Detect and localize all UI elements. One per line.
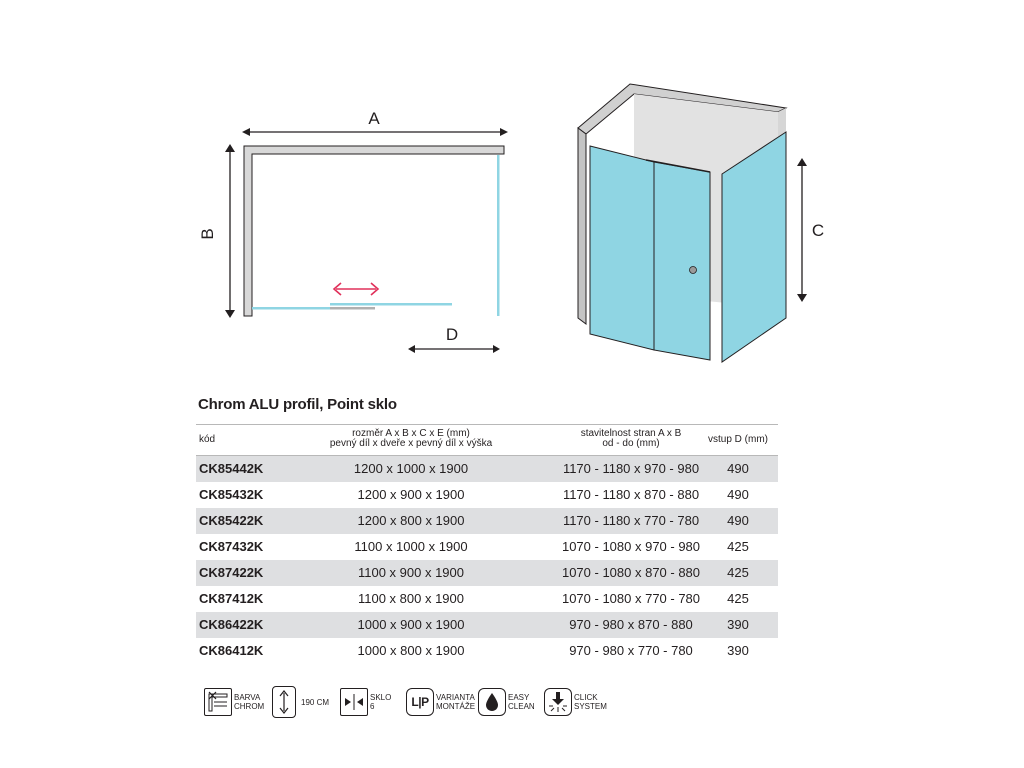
cell-adjustability: 1070 - 1080 x 870 - 880 bbox=[561, 565, 701, 580]
perspective-view-diagram bbox=[570, 80, 840, 370]
cell-entry: 390 bbox=[727, 617, 749, 632]
table-row bbox=[196, 456, 778, 482]
cell-dimensions: 1200 x 800 x 1900 bbox=[357, 513, 465, 528]
feature-glass-thickness bbox=[340, 688, 400, 716]
cell-code: CK86422K bbox=[199, 617, 264, 632]
cell-code: CK86412K bbox=[199, 643, 264, 658]
table-row bbox=[196, 508, 778, 534]
fixed-glass-panel bbox=[590, 146, 654, 350]
feature-height bbox=[272, 688, 334, 716]
label-d: D bbox=[445, 325, 459, 344]
cell-entry: 425 bbox=[727, 591, 749, 606]
table-title: Chrom ALU profil, Point sklo bbox=[198, 396, 397, 413]
feature-height-label: 190 CM bbox=[301, 698, 330, 707]
door-handle bbox=[690, 267, 697, 274]
feature-glass-thickness-label: SKLO 6 bbox=[370, 693, 392, 711]
feature-easy-clean-label: EASY CLEAN bbox=[508, 693, 535, 711]
table-row bbox=[196, 534, 778, 560]
cell-code: CK87422K bbox=[199, 565, 264, 580]
feature-mounting-variant bbox=[406, 688, 478, 716]
label-a: A bbox=[368, 109, 380, 128]
table-row bbox=[196, 638, 778, 664]
cell-adjustability: 1070 - 1080 x 970 - 980 bbox=[561, 539, 701, 554]
mounting-variant-icon-text: L|P bbox=[411, 695, 429, 709]
sliding-door-panel bbox=[654, 162, 710, 360]
feature-profile-color-label: BARVA CHROM bbox=[234, 693, 265, 711]
label-c: C bbox=[811, 221, 825, 240]
header-adjustability-line2: od - do (mm) bbox=[602, 438, 660, 449]
cell-dimensions: 1200 x 900 x 1900 bbox=[357, 487, 465, 502]
cell-adjustability: 970 - 980 x 770 - 780 bbox=[569, 643, 693, 658]
dimension-b-arrow bbox=[225, 144, 235, 318]
cell-dimensions: 1100 x 800 x 1900 bbox=[357, 591, 464, 606]
plan-view-diagram bbox=[200, 100, 520, 360]
dimension-a-arrow bbox=[242, 128, 508, 136]
sliding-door-glass bbox=[330, 303, 452, 306]
cell-entry: 490 bbox=[727, 487, 749, 502]
label-b: B bbox=[198, 228, 217, 240]
glass-thickness-icon bbox=[340, 688, 368, 716]
cell-code: CK85432K bbox=[199, 487, 264, 502]
table-row bbox=[196, 612, 778, 638]
table-row bbox=[196, 560, 778, 586]
cell-dimensions: 1100 x 900 x 1900 bbox=[357, 565, 464, 580]
table-body bbox=[196, 456, 778, 664]
cell-code: CK87432K bbox=[199, 539, 264, 554]
header-dimensions-line2: pevný díl x dveře x pevný díl x výška bbox=[329, 438, 493, 449]
feature-easy-clean bbox=[478, 688, 540, 716]
cell-adjustability: 1170 - 1180 x 970 - 980 bbox=[562, 461, 700, 476]
cell-entry: 490 bbox=[727, 513, 749, 528]
left-wall bbox=[578, 128, 586, 324]
feature-click-system bbox=[544, 688, 614, 716]
feature-click-system-label: CLICK SYSTEM bbox=[574, 693, 607, 711]
spec-table bbox=[196, 424, 778, 664]
cell-entry: 390 bbox=[727, 643, 749, 658]
table-row bbox=[196, 586, 778, 612]
table-row bbox=[196, 482, 778, 508]
header-dimensions-line1: rozměr A x B x C x E (mm) bbox=[352, 428, 470, 439]
cell-entry: 425 bbox=[727, 539, 749, 554]
water-drop-icon bbox=[478, 688, 506, 716]
cell-code: CK85442K bbox=[199, 461, 264, 476]
feature-mounting-variant-label: VARIANTA MONTÁŽE bbox=[436, 693, 476, 711]
table-header bbox=[196, 424, 778, 456]
height-icon bbox=[272, 686, 296, 718]
cell-dimensions: 1000 x 800 x 1900 bbox=[357, 643, 465, 658]
sliding-direction-arrow bbox=[334, 283, 378, 295]
cell-adjustability: 970 - 980 x 870 - 880 bbox=[569, 617, 693, 632]
mounting-variant-icon bbox=[406, 688, 434, 716]
cell-code: CK87412K bbox=[199, 591, 264, 606]
profile-color-icon bbox=[204, 688, 232, 716]
cell-code: CK85422K bbox=[199, 513, 264, 528]
cell-dimensions: 1100 x 1000 x 1900 bbox=[354, 539, 468, 554]
dimension-c-arrow bbox=[797, 158, 807, 302]
cell-adjustability: 1170 - 1180 x 770 - 780 bbox=[562, 513, 700, 528]
header-dimensions bbox=[306, 429, 516, 449]
cell-entry: 490 bbox=[727, 461, 749, 476]
dimension-d-arrow bbox=[408, 345, 500, 353]
door-overlap-gray bbox=[330, 307, 375, 310]
header-code: kód bbox=[199, 434, 216, 445]
click-system-icon bbox=[544, 688, 572, 716]
cell-entry: 425 bbox=[727, 565, 749, 580]
cell-adjustability: 1170 - 1180 x 870 - 880 bbox=[562, 487, 700, 502]
header-entry: vstup D (mm) bbox=[708, 434, 768, 445]
feature-profile-color bbox=[204, 688, 274, 716]
cell-adjustability: 1070 - 1080 x 770 - 780 bbox=[561, 591, 701, 606]
side-glass-panel bbox=[497, 155, 500, 316]
wall-outline bbox=[244, 146, 504, 316]
header-adjustability-line1: stavitelnost stran A x B bbox=[580, 428, 682, 439]
cell-dimensions: 1000 x 900 x 1900 bbox=[357, 617, 465, 632]
cell-dimensions: 1200 x 1000 x 1900 bbox=[353, 461, 469, 476]
